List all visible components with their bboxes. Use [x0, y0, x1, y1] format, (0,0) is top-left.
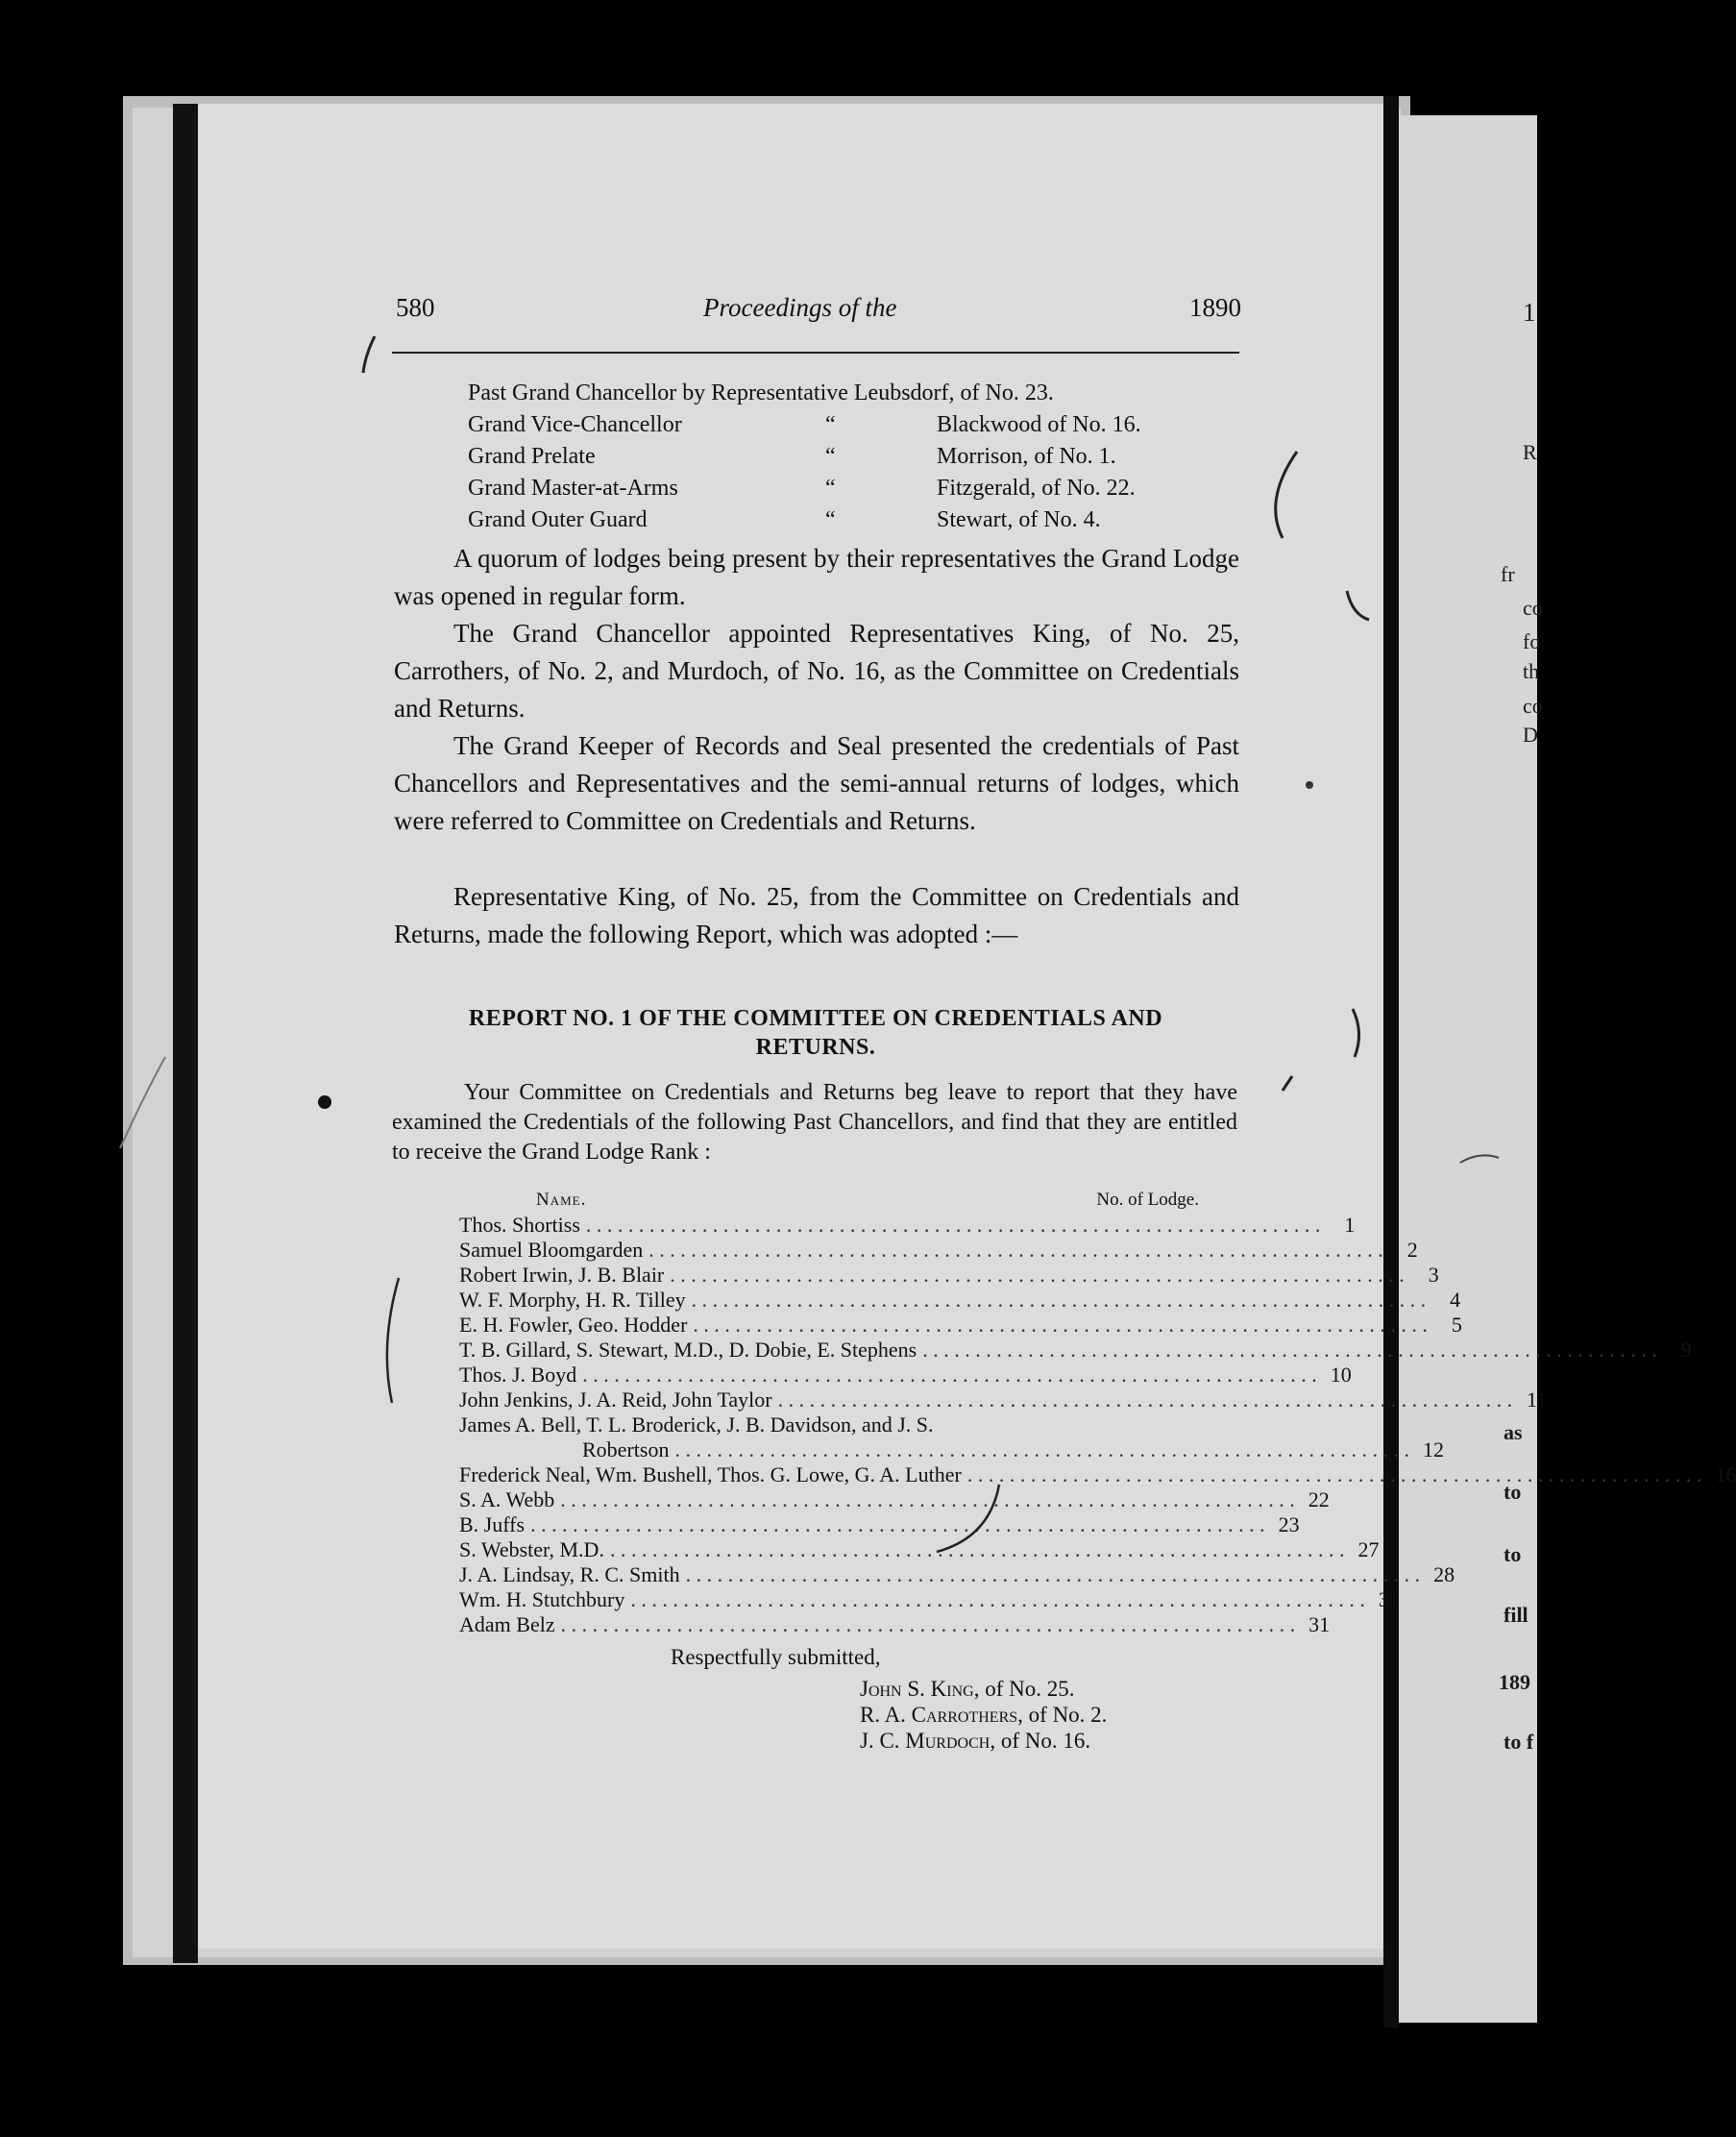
facing-page-fragment: to [1504, 1480, 1522, 1504]
report-title [392, 1004, 1239, 1062]
page-number: 580 [396, 293, 435, 322]
lodge-number: 5 [1451, 1313, 1462, 1337]
ditto-mark: “ [825, 412, 836, 437]
officer-row [468, 473, 1198, 504]
lodge-number: 16 [1715, 1462, 1736, 1486]
lodge-number: 31 [1308, 1612, 1331, 1636]
leader-dots [967, 1462, 1702, 1487]
list-item [459, 1363, 1352, 1388]
pc-name: Adam Belz [459, 1612, 555, 1636]
signatory-name: John S. King [860, 1677, 974, 1701]
list-column-headers [459, 1190, 1199, 1215]
signature-line [860, 1676, 1107, 1702]
list-item [459, 1612, 1331, 1637]
officer-holder: Fitzgerald, of No. 22. [937, 476, 1136, 501]
paragraph-credentials-presented: The Grand Keeper of Records and Seal presented the credentials of Past Chancellors and Representatives and the semi-annual returns of lodges, which were referred to Committee on Credentials and Returns. [394, 731, 1239, 835]
facing-page-fragment: 189 [1499, 1670, 1530, 1694]
column-header-lodge: No. of Lodge. [1096, 1190, 1199, 1210]
lodge-number: 2 [1406, 1238, 1418, 1262]
lodge-number: 9 [1680, 1338, 1692, 1362]
signatory-lodge: , of No. 25. [973, 1677, 1075, 1701]
signatory-lodge: , of No. 2. [1017, 1703, 1108, 1727]
leader-dots [922, 1338, 1657, 1363]
list-item [459, 1487, 1330, 1512]
pc-name: W. F. Morphy, H. R. Tilley [459, 1288, 686, 1312]
pc-name: James A. Bell, T. L. Broderick, J. B. Davidson, and J. S. [459, 1412, 934, 1437]
lodge-number: 28 [1433, 1562, 1455, 1586]
page-header [396, 293, 1241, 332]
ditto-mark: “ [825, 476, 836, 501]
facing-page-fragment: to f [1504, 1730, 1534, 1754]
lodge-number: 1 [1344, 1213, 1356, 1237]
leader-dots [778, 1388, 1513, 1412]
officers-list [468, 378, 1198, 536]
lodge-number: 12 [1422, 1437, 1444, 1462]
pc-name: B. Juffs [459, 1512, 526, 1536]
list-item [459, 1587, 1400, 1612]
lodge-number: 4 [1450, 1288, 1461, 1312]
leader-dots [692, 1288, 1427, 1313]
facing-page-fragment: 1 [1523, 298, 1536, 327]
pc-name: E. H. Fowler, Geo. Hodder [459, 1313, 688, 1337]
signatory-name: R. A. Carrothers [860, 1703, 1018, 1727]
pc-name: John Jenkins, J. A. Reid, John Taylor [459, 1388, 772, 1412]
facing-page-fragment: fill [1504, 1603, 1528, 1627]
list-item [459, 1263, 1439, 1288]
closing-line: Respectfully submitted, [671, 1645, 881, 1669]
paragraph-committee-appointment: The Grand Chancellor appointed Representatives King, of No. 25, Carrothers, of No. 2, and Murdoch, of No. 16, as the Committee on Credentials and Returns. [394, 619, 1239, 723]
leader-dots [610, 1537, 1345, 1562]
leader-dots [561, 1612, 1296, 1637]
ditto-mark: “ [825, 444, 836, 469]
report-title-line: RETURNS. [755, 1035, 876, 1060]
pc-name: Wm. H. Stutchbury [459, 1587, 625, 1611]
list-item [459, 1238, 1418, 1263]
report-title-line: REPORT NO. 1 OF THE COMMITTEE ON CREDENTIALS AND [468, 1006, 1163, 1031]
signature-line [860, 1728, 1107, 1754]
list-item [459, 1338, 1692, 1363]
signatory-name: J. C. Murdoch [860, 1729, 990, 1753]
officer-row [468, 378, 1198, 409]
leader-dots [648, 1238, 1383, 1263]
signatory-lodge: , of No. 16. [990, 1729, 1091, 1753]
paragraph-quorum: A quorum of lodges being present by their representatives the Grand Lodge was opened in regular form. [394, 544, 1239, 610]
facing-page-fragment: to [1504, 1542, 1522, 1566]
lodge-number: 10 [1330, 1363, 1352, 1387]
facing-page-fragment: fo [1523, 629, 1541, 653]
signature-line [860, 1702, 1107, 1728]
lodge-number: 11 [1526, 1388, 1548, 1412]
officer-holder: Blackwood of No. 16. [937, 412, 1141, 437]
list-item [459, 1462, 1736, 1487]
facing-page-fragment: fr [1501, 562, 1515, 586]
leader-dots [530, 1512, 1265, 1537]
facing-page-fragment: th [1523, 659, 1540, 683]
leader-dots [674, 1437, 1409, 1462]
officer-office: Grand Vice-Chancellor [468, 412, 682, 437]
officer-row [468, 441, 1198, 473]
column-header-name: Name. [536, 1190, 587, 1210]
page-gutter [1383, 96, 1399, 2027]
pc-name: T. B. Gillard, S. Stewart, M.D., D. Dobie, E. Stephens [459, 1338, 917, 1362]
leader-dots [630, 1587, 1365, 1612]
lodge-number: 30 [1378, 1587, 1400, 1611]
officer-office: Grand Prelate [468, 444, 596, 469]
facing-page-fragment: co [1523, 596, 1543, 620]
pc-name: Samuel Bloomgarden [459, 1238, 644, 1262]
facing-page-fragment: as [1504, 1420, 1523, 1444]
officer-row [468, 504, 1198, 536]
header-rule [392, 352, 1239, 354]
leader-dots [686, 1562, 1421, 1587]
pc-name: Frederick Neal, Wm. Bushell, Thos. G. Lowe, G. A. Luther [459, 1462, 962, 1486]
leader-dots [560, 1487, 1295, 1512]
officer-office: Grand Master-at-Arms [468, 476, 678, 501]
header-year: 1890 [1189, 293, 1241, 322]
signatures [860, 1676, 1107, 1754]
list-item [459, 1412, 1162, 1437]
pc-name: Robertson [582, 1437, 670, 1462]
facing-page-fragment: co [1523, 694, 1543, 718]
lodge-number: 27 [1357, 1537, 1380, 1561]
facing-page-fragment: R [1523, 440, 1537, 464]
list-item [459, 1437, 1444, 1462]
officer-office: Grand Outer Guard [468, 507, 648, 532]
officer-holder: Morrison, of No. 1. [937, 444, 1116, 469]
list-item [459, 1213, 1356, 1238]
running-title: Proceedings of the [703, 293, 897, 322]
pc-name: S. A. Webb [459, 1487, 555, 1511]
list-item [459, 1388, 1548, 1412]
leader-dots [582, 1363, 1317, 1388]
leader-dots [586, 1213, 1321, 1238]
officer-holder: Stewart, of No. 4. [937, 507, 1101, 532]
pc-name: S. Webster, M.D. [459, 1537, 604, 1561]
report-intro: Your Committee on Credentials and Returns beg leave to report that they have examined the Credentials of the following Past Chancellors, and find that they are entitled to receive the Grand Lodge Rank : [392, 1080, 1237, 1165]
ditto-mark: “ [825, 507, 836, 532]
book-spine [173, 104, 198, 1963]
pc-name: Robert Irwin, J. B. Blair [459, 1263, 665, 1287]
lodge-number: 3 [1428, 1263, 1439, 1287]
pc-name: Thos. Shortiss [459, 1213, 580, 1237]
leader-dots [693, 1313, 1428, 1338]
officer-row [468, 409, 1198, 441]
lodge-number: 22 [1308, 1487, 1330, 1511]
list-item [459, 1313, 1462, 1338]
leader-dots [670, 1263, 1405, 1288]
paragraph-report-adopted: Representative King, of No. 25, from the Committee on Credentials and Returns, made the following Report, which was adopted :— [394, 882, 1239, 948]
pc-name: Thos. J. Boyd [459, 1363, 577, 1387]
pc-name: J. A. Lindsay, R. C. Smith [459, 1562, 680, 1586]
list-item [459, 1512, 1300, 1537]
list-item [459, 1288, 1461, 1313]
facing-page-fragment: D [1523, 723, 1538, 747]
list-item [459, 1537, 1380, 1562]
officer-line: Past Grand Chancellor by Representative Leubsdorf, of No. 23. [468, 381, 1054, 405]
list-item [459, 1562, 1455, 1587]
lodge-number: 23 [1278, 1512, 1300, 1536]
